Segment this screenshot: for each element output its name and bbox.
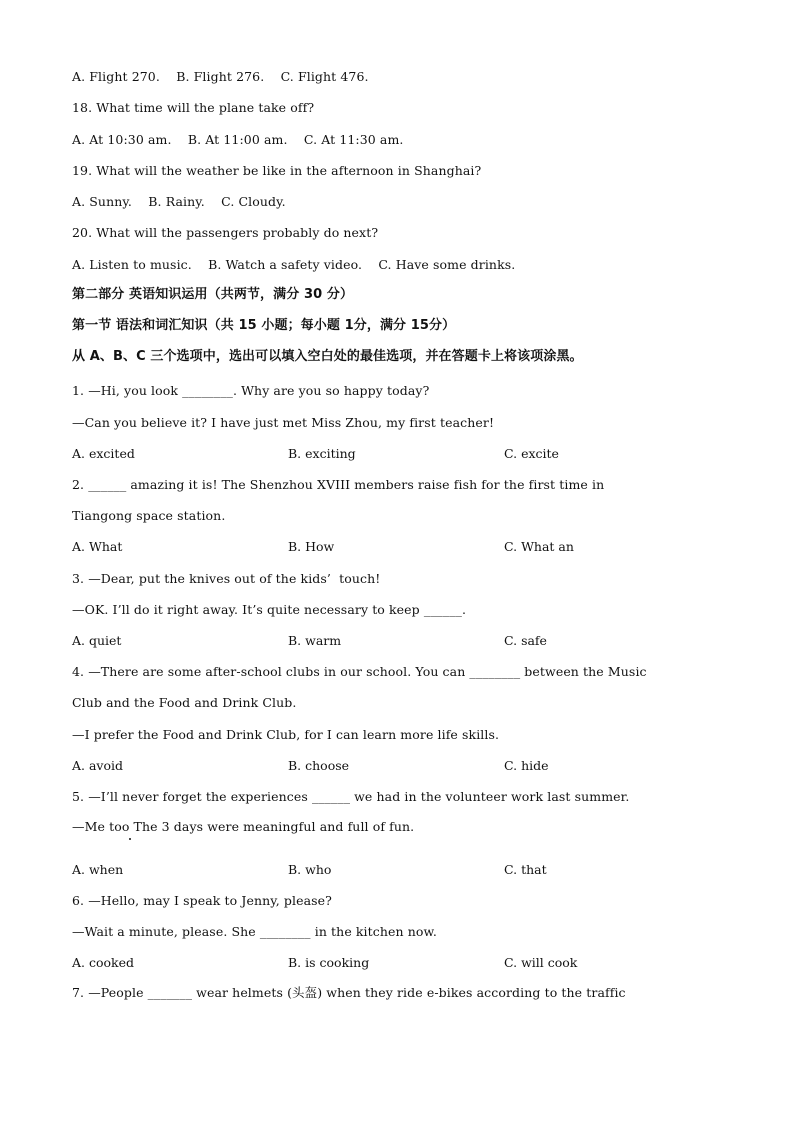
q2-option-c: C. What an <box>504 539 574 554</box>
q5-option-a: A. when <box>72 862 124 877</box>
q1-line-2: —Can you believe it? I have just met Miss Zhou, my first teacher! <box>72 415 495 430</box>
q4-line-3: —I prefer the Food and Drink Club, for I can learn more life skills. <box>72 727 500 742</box>
q6-line-2: —Wait a minute, please. She ________ in the kitchen now. <box>72 924 437 939</box>
q3-option-c: C. safe <box>504 633 547 648</box>
q1-option-a: A. excited <box>72 446 135 461</box>
q5-line-2: —Me too The 3 days were meaningful and full of fun. <box>72 819 415 834</box>
q3-line-2: —OK. I’ll do it right away. It’s quite necessary to keep ______. <box>72 602 467 617</box>
q4-line-2: Club and the Food and Drink Club. <box>72 695 297 710</box>
q4-line-1: 4. —There are some after-school clubs in our school. You can ________ between the Music <box>72 664 647 679</box>
q4-option-c: C. hide <box>504 758 549 773</box>
q2-option-b: B. How <box>288 539 335 554</box>
q5-option-b: B. who <box>288 862 332 877</box>
q4-option-a: A. avoid <box>72 758 124 773</box>
q1-option-c: C. excite <box>504 446 559 461</box>
q4-option-b: B. choose <box>288 758 350 773</box>
stray-dot-mark <box>129 838 131 840</box>
q2-option-a: A. What <box>72 539 123 554</box>
section1-heading: 第一节 语法和词汇知识（共 15 小题；每小题 1分，满分 15分） <box>72 318 456 333</box>
q2-line-2: Tiangong space station. <box>72 508 226 523</box>
q18-options: A. At 10:30 am. B. At 11:00 am. C. At 11:30 am. <box>72 132 404 147</box>
q19-options: A. Sunny. B. Rainy. C. Cloudy. <box>72 194 286 209</box>
part2-heading: 第二部分 英语知识运用（共两节，满分 30 分） <box>72 287 354 302</box>
q20-question: 20. What will the passengers probably do next? <box>72 225 379 240</box>
q5-line-1: 5. —I’ll never forget the experiences ______ we had in the volunteer work last summer. <box>72 789 630 804</box>
q6-option-c: C. will cook <box>504 955 578 970</box>
q6-option-b: B. is cooking <box>288 955 370 970</box>
q2-line-1: 2. ______ amazing it is! The Shenzhou XVIII members raise fish for the first time in <box>72 477 605 492</box>
q3-line-1: 3. —Dear, put the knives out of the kids’ touch! <box>72 571 381 586</box>
q20-options: A. Listen to music. B. Watch a safety video. C. Have some drinks. <box>72 257 516 272</box>
q18-question: 18. What time will the plane take off? <box>72 100 315 115</box>
q19-question: 19. What will the weather be like in the afternoon in Shanghai? <box>72 163 482 178</box>
q6-line-1: 6. —Hello, may I speak to Jenny, please? <box>72 893 332 908</box>
instructions: 从 A、B、C 三个选项中，选出可以填入空白处的最佳选项，并在答题卡上将该项涂黑。 <box>72 349 583 364</box>
q3-option-a: A. quiet <box>72 633 122 648</box>
q3-option-b: B. warm <box>288 633 342 648</box>
q1-line-1: 1. —Hi, you look ________. Why are you so happy today? <box>72 383 430 398</box>
q5-option-c: C. that <box>504 862 547 877</box>
q6-option-a: A. cooked <box>72 955 134 970</box>
q1-option-b: B. exciting <box>288 446 356 461</box>
q7-line-1: 7. —People _______ wear helmets (头盔) when they ride e-bikes according to the traffic <box>72 985 626 1000</box>
q17-options: A. Flight 270. B. Flight 276. C. Flight 476. <box>72 69 369 84</box>
